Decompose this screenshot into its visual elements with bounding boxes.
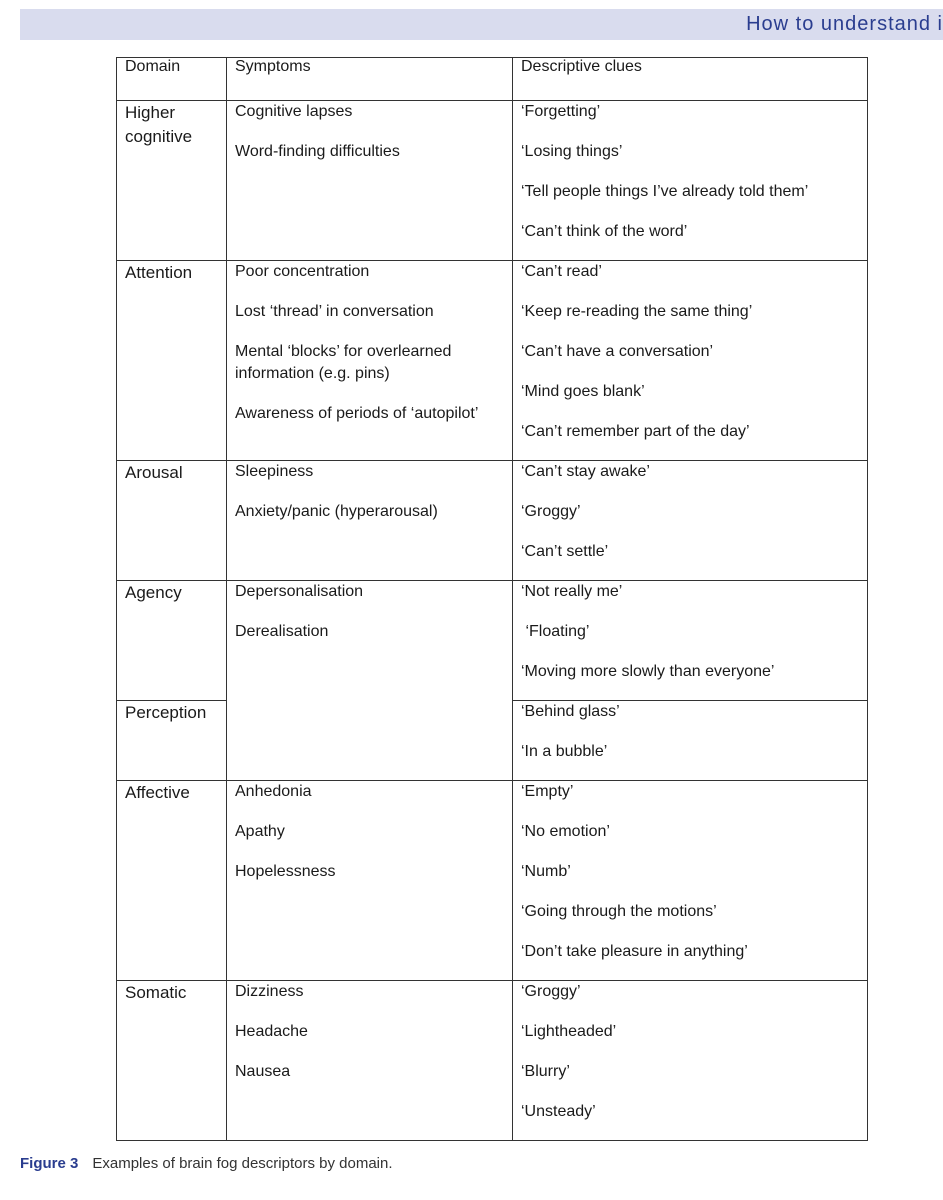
symptom-item: Derealisation	[235, 623, 329, 640]
symptom-item: Hopelessness	[235, 863, 336, 880]
clue-item: ‘Groggy’	[521, 983, 581, 1000]
clues-cell	[513, 581, 868, 701]
brain-fog-table	[116, 57, 868, 1141]
clues-cell	[513, 101, 868, 261]
symptom-item: Poor concentration	[235, 263, 370, 280]
header-symptoms: Symptoms	[227, 58, 513, 101]
clue-item: ‘Can’t think of the word’	[521, 223, 688, 240]
clue-item: ‘Can’t remember part of the day’	[521, 423, 750, 440]
clue-item: ‘Blurry’	[521, 1063, 570, 1080]
symptom-item: Dizziness	[235, 983, 304, 1000]
header-domain: Domain	[117, 58, 227, 101]
clue-item: ‘Not really me’	[521, 583, 623, 600]
clue-item: ‘Can’t settle’	[521, 543, 609, 560]
clue-item: ‘In a bubble’	[521, 743, 608, 760]
clue-item: ‘Keep re-reading the same thing’	[521, 303, 753, 320]
symptoms-cell	[227, 981, 513, 1141]
symptoms-cell	[227, 581, 513, 781]
symptom-item: Anhedonia	[235, 783, 312, 800]
table-row	[117, 581, 868, 701]
symptoms-cell	[227, 101, 513, 261]
domain-cell: Somatic	[117, 981, 227, 1141]
domain-cell: Agency	[117, 581, 227, 701]
symptom-item: Lost ‘thread’ in conversation	[235, 303, 434, 320]
running-header: How to understand i	[746, 13, 943, 35]
clue-item: ‘Behind glass’	[521, 703, 620, 720]
symptom-item: Apathy	[235, 823, 285, 840]
symptoms-cell	[227, 781, 513, 981]
table-row	[117, 461, 868, 581]
symptom-item: Mental ‘blocks’ for overlearned information (e.g. pins)	[235, 343, 452, 382]
clue-item: ‘Forgetting’	[521, 103, 601, 120]
symptom-item: Headache	[235, 1023, 308, 1040]
symptom-item: Sleepiness	[235, 463, 314, 480]
clues-cell	[513, 261, 868, 461]
table-header-row	[117, 58, 868, 101]
clues-cell	[513, 781, 868, 981]
figure-caption	[20, 1155, 393, 1172]
clue-item: ‘Losing things’	[521, 143, 623, 160]
clue-item: ‘Empty’	[521, 783, 574, 800]
domain-cell: Higher cognitive	[117, 101, 227, 261]
clue-item: ‘Lightheaded’	[521, 1023, 617, 1040]
domain-cell: Affective	[117, 781, 227, 981]
header-clues: Descriptive clues	[513, 58, 868, 101]
clue-item: ‘Can’t have a conversation’	[521, 343, 714, 360]
domain-cell: Attention	[117, 261, 227, 461]
clues-cell	[513, 461, 868, 581]
symptom-item: Nausea	[235, 1063, 291, 1080]
clue-item: ‘Don’t take pleasure in anything’	[521, 943, 748, 960]
table-row	[117, 781, 868, 981]
clue-item: ‘Numb’	[521, 863, 571, 880]
symptom-item: Anxiety/panic (hyperarousal)	[235, 503, 438, 520]
clue-item: ‘Moving more slowly than everyone’	[521, 663, 775, 680]
clue-item: ‘Mind goes blank’	[521, 383, 645, 400]
clue-item: ‘Tell people things I’ve already told them’	[521, 183, 809, 200]
domain-cell: Arousal	[117, 461, 227, 581]
symptom-item: Depersonalisation	[235, 583, 364, 600]
table-row	[117, 981, 868, 1141]
clue-item: ‘Floating’	[521, 623, 590, 640]
symptom-item: Cognitive lapses	[235, 103, 353, 120]
clues-cell	[513, 701, 868, 781]
caption-text: Examples of brain fog descriptors by domain.	[92, 1155, 393, 1172]
symptom-item: Awareness of periods of ‘autopilot’	[235, 405, 479, 422]
clue-item: ‘No emotion’	[521, 823, 610, 840]
clue-item: ‘Can’t stay awake’	[521, 463, 650, 480]
domain-cell: Perception	[117, 701, 227, 781]
clue-item: ‘Can’t read’	[521, 263, 602, 280]
table-row	[117, 261, 868, 461]
clue-item: ‘Unsteady’	[521, 1103, 596, 1120]
table-row	[117, 101, 868, 261]
clues-cell	[513, 981, 868, 1141]
symptom-item: Word-finding difficulties	[235, 143, 400, 160]
symptoms-cell	[227, 461, 513, 581]
symptoms-cell	[227, 261, 513, 461]
clue-item: ‘Groggy’	[521, 503, 581, 520]
clue-item: ‘Going through the motions’	[521, 903, 717, 920]
caption-label: Figure 3	[20, 1155, 79, 1172]
